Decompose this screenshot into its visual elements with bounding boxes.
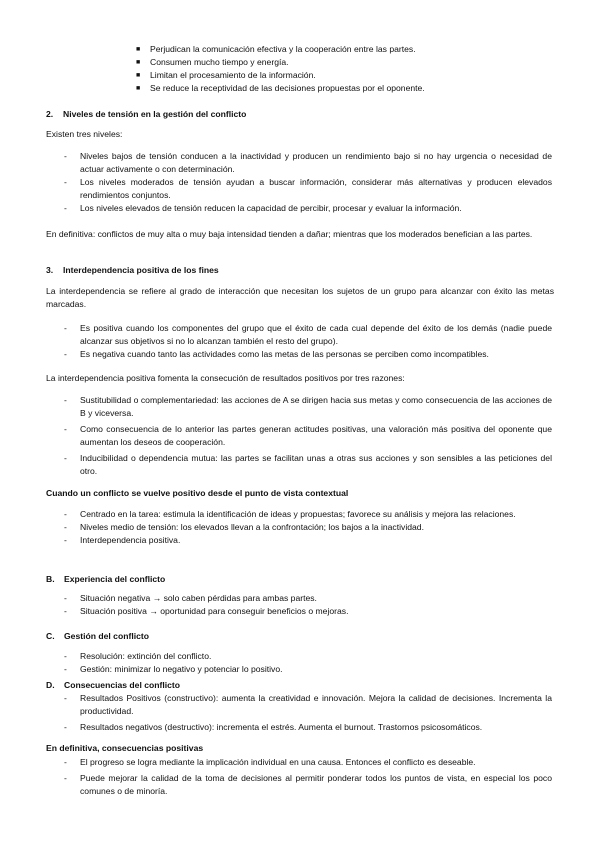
bullet-icon: ■ bbox=[136, 72, 141, 79]
final-list bbox=[0, 756, 600, 798]
section-d-heading: D. Consecuencias del conflicto bbox=[46, 680, 181, 690]
list-item: ■ Consumen mucho tiempo y energía. bbox=[136, 57, 289, 67]
list-item: - Los niveles moderados de tensión ayudan a buscar información, considerar más alternativas y producen elevados rendimientos conjuntos. bbox=[64, 177, 552, 200]
list-item: ■ Limitan el procesamiento de la información. bbox=[136, 70, 316, 80]
final-heading: En definitiva, consecuencias positivas bbox=[46, 743, 204, 753]
list-item: - Como consecuencia de lo anterior las partes generan actitudes positivas, una valoración más positiva del oponente que aumentan los deseos de cooperación. bbox=[64, 424, 552, 447]
section-b-heading: B. Experiencia del conflicto bbox=[46, 574, 166, 584]
list-item: - Inducibilidad o dependencia mutua: las partes se facilitan unas a otras sus acciones y son sensibles a las peticiones del otro. bbox=[64, 453, 552, 476]
list-item: - Puede mejorar la calidad de la toma de decisiones al permitir ponderar todos los puntos de vista, en especial los poco comunes o de minoría. bbox=[64, 773, 552, 796]
section-3-list bbox=[0, 322, 600, 361]
contextual-heading: Cuando un conflicto se vuelve positivo desde el punto de vista contextual bbox=[46, 488, 349, 498]
list-item: ■ Perjudican la comunicación efectiva y la cooperación entre las partes. bbox=[136, 44, 416, 54]
section-c-list bbox=[0, 650, 600, 676]
list-item: ■ Se reduce la receptividad de las decisiones propuestas por el oponente. bbox=[136, 83, 425, 93]
list-item: - Interdependencia positiva. bbox=[64, 535, 181, 545]
section-c-heading: C. Gestión del conflicto bbox=[46, 631, 149, 641]
section-2-list bbox=[0, 150, 600, 215]
section-2-heading: 2. Niveles de tensión en la gestión del conflicto bbox=[46, 109, 247, 119]
list-item: - Resultados negativos (destructivo): incrementa el estrés. Aumenta el burnout. Trastornos psicosomáticos. bbox=[64, 722, 483, 732]
list-item: - Gestión: minimizar lo negativo y potenciar lo positivo. bbox=[64, 664, 283, 674]
list-item: - Los niveles elevados de tensión reducen la capacidad de percibir, procesar y evaluar la información. bbox=[64, 203, 462, 213]
section-d-list bbox=[0, 692, 600, 734]
list-item: - Niveles medio de tensión: los elevados llevan a la confrontación; los bajos a la inactividad. bbox=[64, 522, 424, 532]
list-item: - Resultados Positivos (constructivo): aumenta la creatividad e innovación. Mejora la calidad de decisiones. Incrementa la productividad. bbox=[64, 693, 552, 716]
section-2-conclusion: En definitiva: conflictos de muy alta o muy baja intensidad tienden a dañar; mientras que los moderados benefician a las partes. bbox=[46, 229, 533, 239]
section-3-intro: La interdependencia se refiere al grado de interacción que necesitan los sujetos de un grupo para alcanzar con éxito las metas marcadas. bbox=[46, 286, 554, 309]
list-item: - Situación negativa → solo caben pérdidas para ambas partes. bbox=[64, 593, 317, 603]
section-3-reasons bbox=[0, 394, 600, 478]
list-item: - Es negativa cuando tanto las actividades como las metas de las personas se perciben como incompatibles. bbox=[64, 349, 489, 359]
list-item: - Sustitubilidad o complementariedad: las acciones de A se dirigen hacia sus metas y como consecuencia de las acciones de B y viceversa. bbox=[64, 395, 552, 418]
bullet-icon: ■ bbox=[136, 59, 141, 66]
bullet-icon: ■ bbox=[136, 85, 141, 92]
list-item: - Situación positiva → oportunidad para conseguir beneficios o mejoras. bbox=[64, 606, 349, 616]
section-b-list bbox=[0, 592, 600, 618]
top-bullet-list bbox=[0, 43, 600, 95]
list-item: - Centrado en la tarea: estimula la identificación de ideas y propuestas; favorece su análisis y mejora las relaciones. bbox=[64, 509, 516, 519]
list-item: - Resolución: extinción del conflicto. bbox=[64, 651, 212, 661]
list-item: - El progreso se logra mediante la implicación individual en una causa. Entonces el conflicto es deseable. bbox=[64, 757, 476, 767]
section-3-heading: 3. Interdependencia positiva de los fines bbox=[46, 265, 219, 275]
list-item: - Es positiva cuando los componentes del grupo que el éxito de cada cual depende del éxito de los demás (nadie puede alcanzar sus objetivos si no lo alcanzan también el resto del grupo). bbox=[64, 323, 552, 346]
contextual-list bbox=[0, 508, 600, 547]
list-item: - Niveles bajos de tensión conducen a la inactividad y producen un rendimiento bajo si no hay urgencia o necesidad de actuar activamente o con determinación. bbox=[64, 151, 552, 174]
section-2-intro: Existen tres niveles: bbox=[46, 129, 123, 139]
section-3-intro-2: La interdependencia positiva fomenta la consecución de resultados positivos por tres razones: bbox=[46, 373, 405, 383]
bullet-icon: ■ bbox=[136, 46, 141, 53]
